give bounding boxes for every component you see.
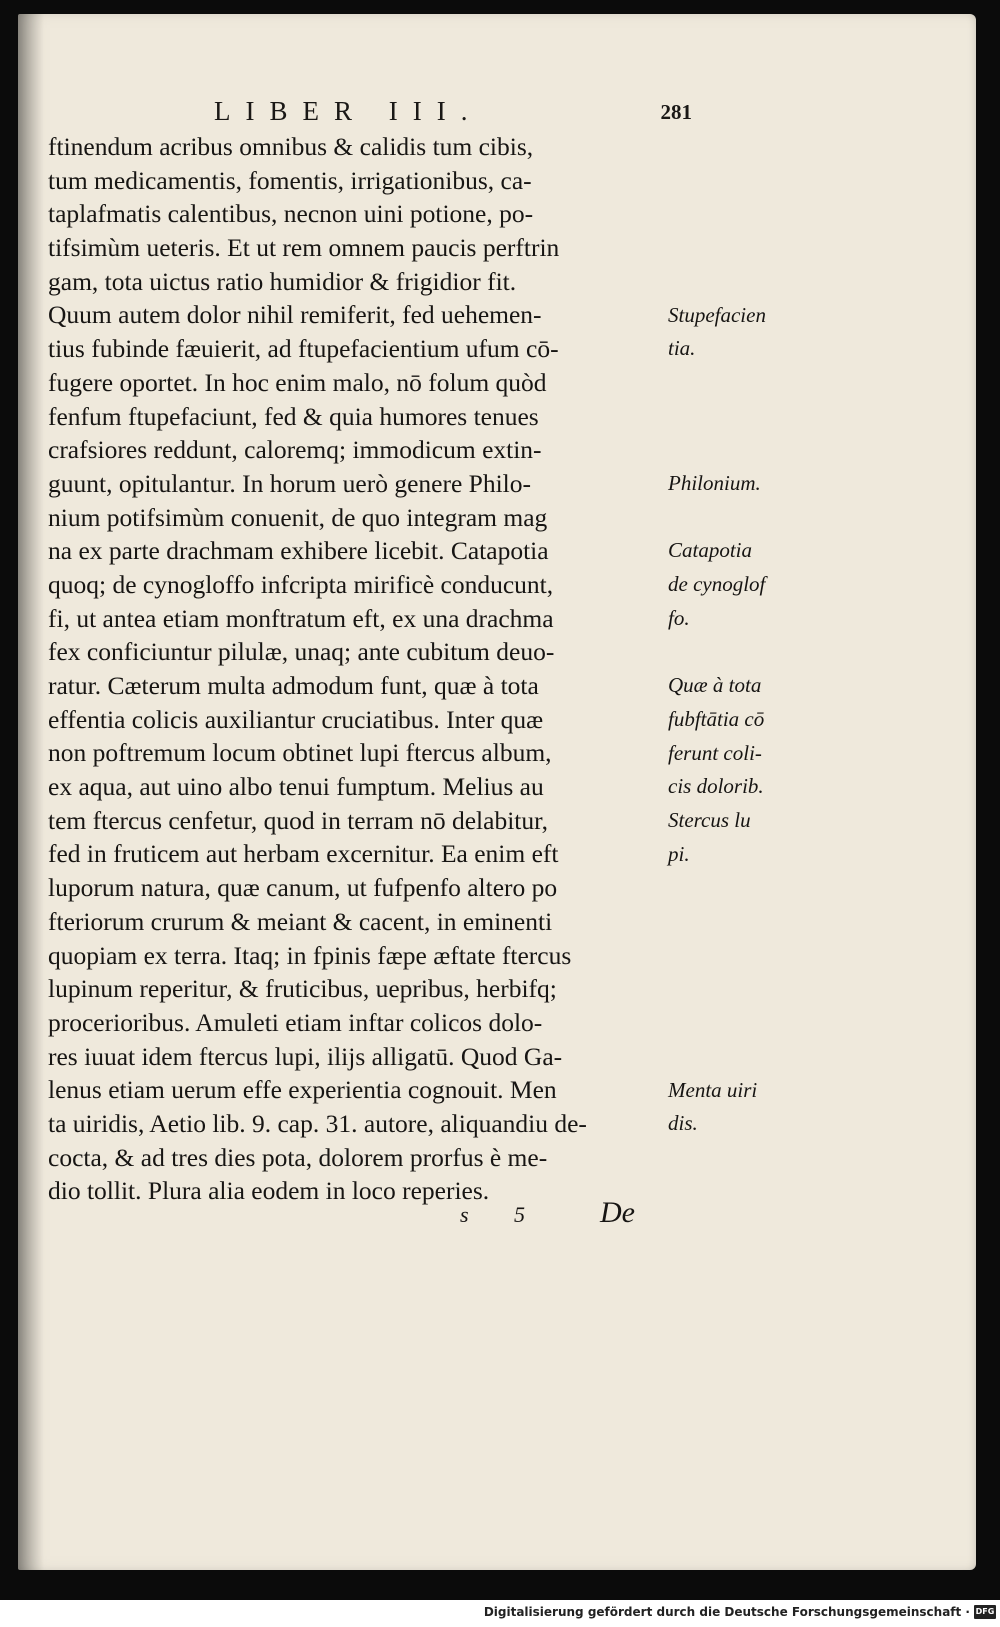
text-line: luporum natura, quæ canum, ut fufpenfo altero po — [48, 873, 558, 903]
text-line: tius fubinde fæuierit, ad ftupefacientium ufum cō- — [48, 334, 559, 364]
text-line: procerioribus. Amuleti etiam inftar colicos dolo- — [48, 1007, 543, 1037]
text-line: tifsimùm ueteris. Et ut rem omnem paucis perftrin — [48, 233, 560, 263]
text-line: gam, tota uictus ratio humidior & frigidior fit. — [48, 266, 517, 296]
text-line: quoq; de cynogloffo infcripta mirificè conducunt, — [48, 569, 554, 599]
margin-note: Stupefacien — [668, 302, 766, 327]
text-line: lenus etiam uerum effe experientia cognouit. Men — [48, 1075, 557, 1105]
margin-note: Menta uiri — [668, 1077, 758, 1102]
text-line: guunt, opitulantur. In horum uerò genere Philo- — [48, 468, 531, 498]
text-line: fi, ut antea etiam monftratum eft, ex una drachma — [48, 603, 554, 633]
margin-note: de cynoglof — [668, 572, 766, 597]
text-line: fteriorum crurum & meiant & cacent, in eminenti — [48, 906, 553, 936]
margin-note: ferunt coli- — [668, 740, 762, 765]
text-line: fex conficiuntur pilulæ, unaq; ante cubitum deuo- — [48, 637, 555, 667]
text-line: fugere oportet. In hoc enim malo, nō folum quòd — [48, 367, 547, 397]
text-line: ftinendum acribus omnibus & calidis tum cibis, — [48, 132, 534, 161]
text-line: lupinum reperitur, & fruticibus, uepribus, herbifq; — [48, 974, 557, 1004]
text-line: na ex parte drachmam exhibere licebit. Catapotia — [48, 536, 549, 566]
margin-note: Stercus lu — [668, 808, 751, 832]
margin-note: Catapotia — [668, 538, 753, 563]
body-text — [48, 130, 684, 1208]
page-number: 281 — [660, 100, 692, 124]
text-line: ta uiridis, Aetio lib. 9. cap. 31. autore, aliquandiu de- — [48, 1108, 587, 1138]
running-head-title: LIBER III. — [214, 96, 483, 126]
signature-mark: s 5 — [460, 1202, 546, 1227]
text-line: effentia colicis auxiliantur cruciatibus. Inter quæ — [48, 704, 544, 734]
text-line: fenfum ftupefaciunt, fed & quia humores tenues — [48, 401, 539, 431]
text-line: res iuuat idem ftercus lupi, ilijs alligatū. Quod Ga- — [48, 1041, 563, 1071]
text-line: tem ftercus cenfetur, quod in terram nō delabitur, — [48, 805, 548, 835]
margin-note: fo. — [668, 605, 690, 630]
text-line: non poftremum locum obtinet lupi ftercus album, — [48, 738, 552, 768]
text-line: tum medicamentis, fomentis, irrigationibus, ca- — [48, 165, 532, 195]
margin-note: tia. — [668, 336, 696, 361]
catchline — [460, 1196, 710, 1236]
text-line: ex aqua, aut uino albo tenui fumptum. Melius au — [48, 772, 544, 802]
margin-note: Philonium. — [668, 471, 761, 495]
text-line: quopiam ex terra. Itaq; in fpinis fæpe æftate ftercus — [48, 940, 572, 970]
text-line: ratur. Cæterum multa admodum funt, quæ à tota — [48, 671, 539, 700]
margin-note: dis. — [668, 1111, 698, 1136]
funding-credit: Digitalisierung gefördert durch die Deutsche Forschungsgemeinschaft · — [483, 1605, 970, 1619]
dfg-logo-icon: DFG — [974, 1605, 996, 1619]
text-line: cocta, & ad tres dies pota, dolorem prorfus è me- — [48, 1142, 548, 1172]
digitization-footer — [0, 1600, 1000, 1627]
margin-note: fubftātia cō — [668, 706, 765, 731]
text-line: nium potifsimùm conuenit, de quo integram mag — [48, 502, 548, 532]
text-line: fed in fruticem aut herbam excernitur. Ea enim eft — [48, 839, 559, 869]
margin-note: Quæ à tota — [668, 673, 762, 698]
text-line: taplafmatis calentibus, necnon uini potione, po- — [48, 199, 534, 229]
text-line: Quum autem dolor nihil remiferit, fed uehemen- — [48, 300, 542, 330]
margin-note: pi. — [668, 841, 690, 866]
margin-note: cis dolorib. — [668, 774, 764, 799]
text-line: crafsiores reddunt, caloremq; immodicum extin- — [48, 435, 542, 465]
catchword: De — [600, 1196, 635, 1229]
text-line: dio tollit. Plura alia eodem in loco reperies. — [48, 1176, 490, 1206]
